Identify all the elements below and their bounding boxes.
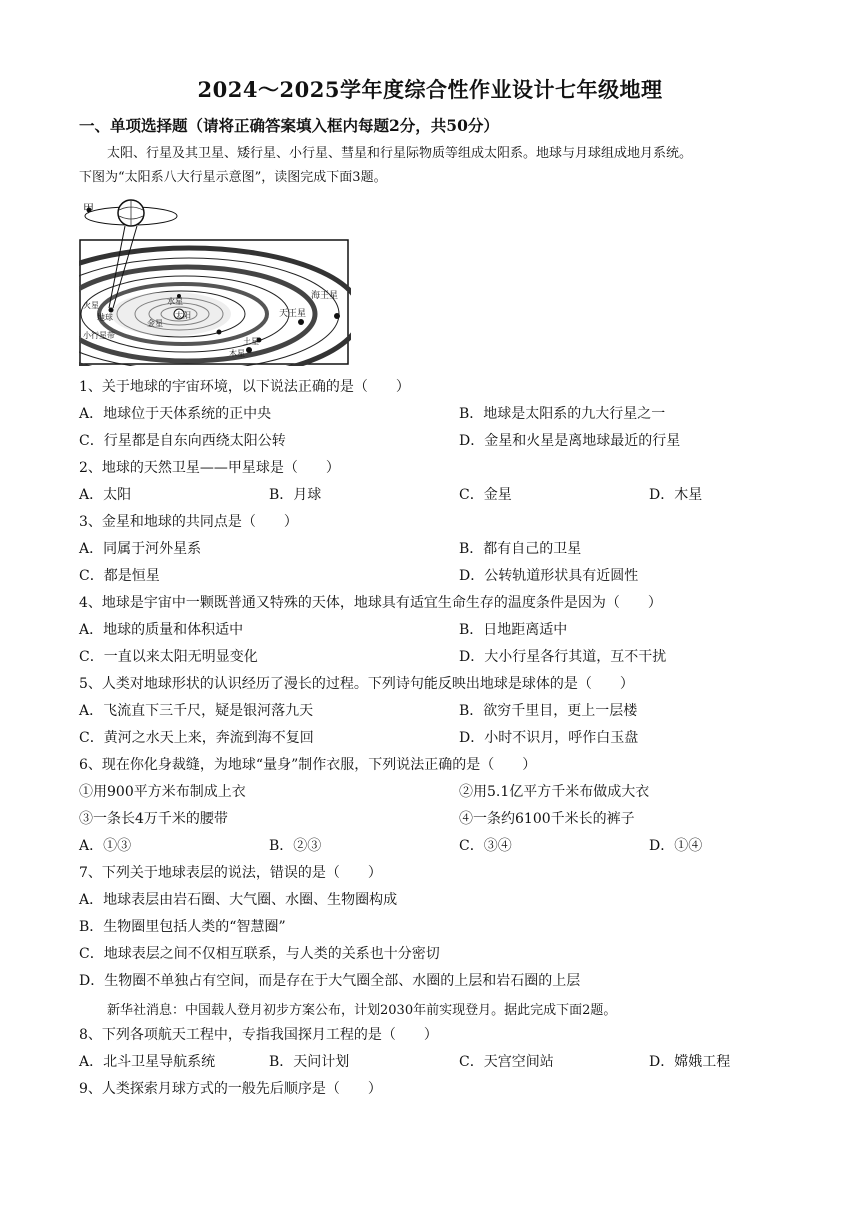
intro-line-2: 下图为“太阳系八大行星示意图”，读图完成下面3题。: [79, 170, 387, 185]
q1-option-b[interactable]: B．地球是太阳系的九大行星之一: [459, 406, 666, 422]
question-1: 1、关于地球的宇宙环境，以下说法正确的是（ ）: [79, 379, 410, 395]
q6-item-1: ①用900平方米布制成上衣: [79, 784, 246, 800]
q2-option-b[interactable]: B．月球: [269, 487, 322, 503]
q3-option-b[interactable]: B．都有自己的卫星: [459, 541, 582, 557]
q5-option-c[interactable]: C．黄河之水天上来，奔流到海不复回: [79, 730, 314, 746]
q1-option-c[interactable]: C．行星都是自东向西绕太阳公转: [79, 433, 286, 449]
label-mars: 火星: [83, 301, 99, 310]
q3-option-d[interactable]: D．公转轨道形状具有近圆性: [459, 568, 639, 584]
q6-option-c[interactable]: C．③④: [459, 838, 512, 854]
question-8: 8、下列各项航天工程中，专指我国探月工程的是（ ）: [79, 1027, 438, 1043]
q5-option-b[interactable]: B．欲穷千里目，更上一层楼: [459, 703, 638, 719]
q2-option-d[interactable]: D．木星: [649, 487, 703, 503]
label-venus: 金星: [147, 319, 163, 328]
q8-option-c[interactable]: C．天宫空间站: [459, 1054, 554, 1070]
question-6: 6、现在你化身裁缝，为地球“量身”制作衣服，下列说法正确的是（ ）: [79, 757, 537, 773]
label-asteroid-belt: 小行星带: [83, 331, 115, 340]
page-title: 2024～2025学年度综合性作业设计七年级地理: [197, 77, 663, 102]
q6-item-3: ③一条长4万千米的腰带: [79, 811, 228, 827]
question-7: 7、下列关于地球表层的说法，错误的是（ ）: [79, 865, 382, 881]
q7-option-c[interactable]: C．地球表层之间不仅相互联系，与人类的关系也十分密切: [79, 946, 440, 962]
q7-option-a[interactable]: A．地球表层由岩石圈、大气圈、水圈、生物圈构成: [79, 892, 398, 908]
q5-option-d[interactable]: D．小时不识月，呼作白玉盘: [459, 730, 639, 746]
question-5: 5、人类对地球形状的认识经历了漫长的过程。下列诗句能反映出地球是球体的是（ ）: [79, 676, 634, 692]
label-uranus: 天王星: [279, 309, 307, 319]
q3-option-c[interactable]: C．都是恒星: [79, 568, 160, 584]
label-jupiter: 木星: [229, 349, 245, 358]
q6-option-a[interactable]: A．①③: [79, 838, 132, 854]
q4-option-b[interactable]: B．日地距离适中: [459, 622, 568, 638]
question-9: 9、人类探索月球方式的一般先后顺序是（ ）: [79, 1081, 382, 1097]
q4-option-d[interactable]: D．大小行星各行其道，互不干扰: [459, 649, 667, 665]
label-mercury: 水星: [167, 297, 183, 306]
q4-option-c[interactable]: C．一直以来太阳无明显变化: [79, 649, 258, 665]
q4-option-a[interactable]: A．地球的质量和体积适中: [79, 622, 244, 638]
label-earth: 地球: [97, 313, 113, 322]
q1-option-d[interactable]: D．金星和火星是离地球最近的行星: [459, 433, 681, 449]
intro-line-1: 太阳、行星及其卫星、矮行星、小行星、彗星和行星际物质等组成太阳系。地球与月球组成地月系统。: [107, 146, 693, 161]
q7-option-b[interactable]: B．生物圈里包括人类的“智慧圈”: [79, 919, 286, 935]
q8-option-b[interactable]: B．天问计划: [269, 1054, 350, 1070]
news-note: 新华社消息：中国载人登月初步方案公布，计划2030年前实现登月。据此完成下面2题。: [107, 1003, 617, 1018]
label-sun: 太阳: [175, 311, 191, 320]
label-neptune: 海王星: [311, 291, 339, 301]
q7-option-d[interactable]: D．生物圈不单独占有空间，而是存在于大气圈全部、水圈的上层和岩石圈的上层: [79, 973, 581, 989]
q8-option-a[interactable]: A．北斗卫星导航系统: [79, 1054, 216, 1070]
q3-option-a[interactable]: A．同属于河外星系: [79, 541, 202, 557]
q6-option-d[interactable]: D．①④: [649, 838, 703, 854]
section-heading: 一、单项选择题（请将正确答案填入框内每题2分，共50分）: [79, 116, 499, 135]
question-2: 2、地球的天然卫星——甲星球是（ ）: [79, 460, 340, 476]
q6-option-b[interactable]: B．②③: [269, 838, 322, 854]
solar-system-figure: [79, 196, 351, 366]
q6-item-4: ④一条约6100千米长的裤子: [459, 811, 635, 827]
question-4: 4、地球是宇宙中一颗既普通又特殊的天体，地球具有适宜生命生存的温度条件是因为（ ）: [79, 595, 662, 611]
question-3: 3、金星和地球的共同点是（ ）: [79, 514, 298, 530]
q1-option-a[interactable]: A．地球位于天体系统的正中央: [79, 406, 272, 422]
q2-option-c[interactable]: C．金星: [459, 487, 512, 503]
q8-option-d[interactable]: D．嫦娥工程: [649, 1054, 731, 1070]
q2-option-a[interactable]: A．太阳: [79, 487, 132, 503]
label-saturn: 土星: [243, 337, 259, 346]
q5-option-a[interactable]: A．飞流直下三千尺，疑是银河落九天: [79, 703, 314, 719]
q6-item-2: ②用5.1亿平方千米布做成大衣: [459, 784, 650, 800]
label-jia: 甲: [83, 202, 94, 215]
